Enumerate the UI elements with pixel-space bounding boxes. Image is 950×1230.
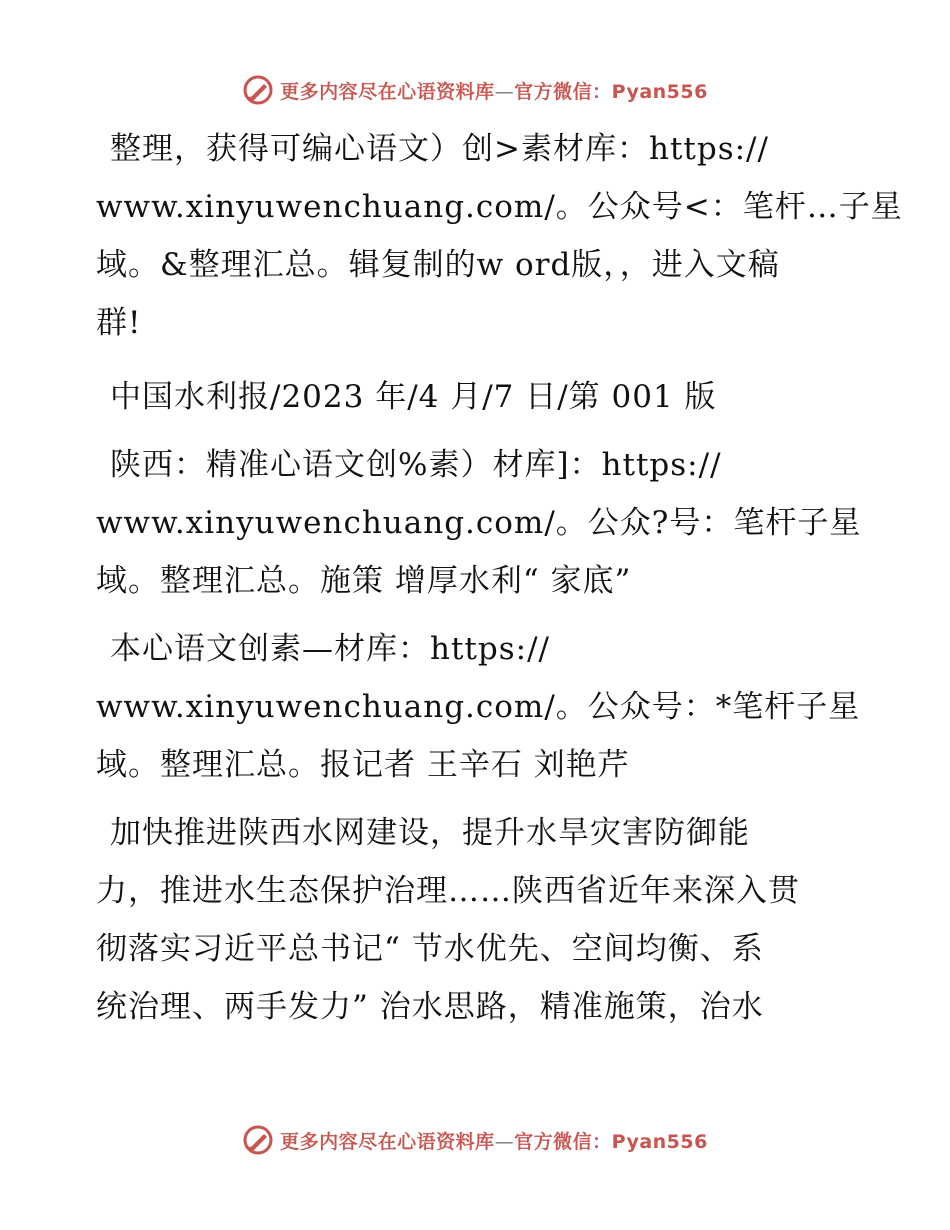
text-line: 陕西：精准心语文创%素）材库]：https://	[110, 447, 722, 483]
text-line: 域。&整理汇总。辑复制的w ord版，，进入文稿	[96, 247, 780, 283]
source-line: 中国水利报/2023 年/4 月/7 日/第 001 版	[110, 379, 717, 415]
paragraph-title	[96, 436, 866, 610]
text-line: www.xinyuwenchuang.com/。公众?号：笔杆子星	[96, 505, 862, 541]
document-body	[96, 120, 903, 1036]
footer-banner	[0, 1120, 950, 1160]
text-line: 加快推进陕西水网建设，提升水旱灾害防御能	[110, 815, 750, 851]
text-line: 力，推进水生态保护治理……陕西省近年来深入贯	[96, 873, 800, 909]
text-line: 域。整理汇总。施策 增厚水利“ 家底”	[96, 563, 632, 599]
text-line: www.xinyuwenchuang.com/。公众号：*笔杆子星	[96, 689, 861, 725]
header-banner	[0, 70, 950, 110]
paragraph-byline	[96, 620, 866, 794]
text-line: 群!	[96, 305, 142, 341]
text-line: 整理，获得可编心语文）创>素材库：https://	[110, 131, 769, 167]
paragraph-body	[96, 804, 866, 1036]
pen-seal-logo-icon	[242, 1124, 274, 1156]
pen-seal-logo-icon	[242, 74, 274, 106]
text-line: www.xinyuwenchuang.com/。公众号<：笔杆…子星	[96, 189, 903, 225]
banner-text: 更多内容尽在心语资料库—官方微信：Pyan556	[280, 1130, 708, 1153]
banner-text: 更多内容尽在心语资料库—官方微信：Pyan556	[280, 80, 708, 103]
text-line: 彻落实习近平总书记“ 节水优先、空间均衡、系	[96, 931, 764, 967]
paragraph-source	[96, 368, 866, 426]
text-line: 域。整理汇总。报记者 王辛石 刘艳芹	[96, 747, 630, 783]
paragraph-intro	[96, 120, 903, 352]
text-line: 统治理、两手发力” 治水思路，精准施策，治水	[96, 989, 764, 1025]
text-line: 本心语文创素—材库：https://	[110, 631, 550, 667]
